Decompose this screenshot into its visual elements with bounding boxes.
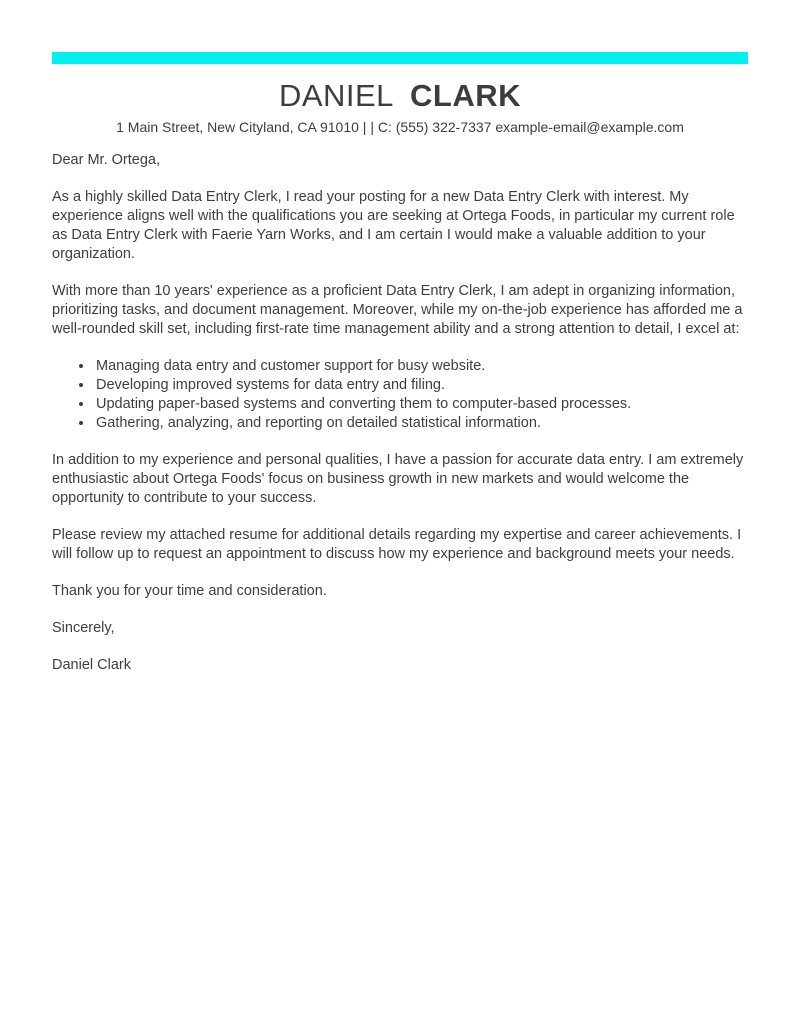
list-item: • Developing improved systems for data entry and filing.	[94, 376, 748, 395]
paragraph-passion: In addition to my experience and personal qualities, I have a passion for accurate data entry. I am extremely enthusiastic about Ortega Foods' focus on business growth in new markets and would welcome the opportunity to contribute to your success.	[52, 452, 744, 506]
accent-bar	[52, 52, 748, 64]
paragraph-intro: As a highly skilled Data Entry Clerk, I read your posting for a new Data Entry Clerk with interest. My experience aligns well with the qualifications you are seeking at Ortega Foods, in particular my current role as Data Entry Clerk with Faerie Yarn Works, and I am certain I would make a valuable addition to your organization.	[52, 189, 735, 262]
list-item: • Updating paper-based systems and converting them to computer-based processes.	[94, 395, 748, 414]
letter-header	[52, 77, 748, 136]
thank-you-line: Thank you for your time and consideration.	[52, 583, 327, 599]
list-item: • Gathering, analyzing, and reporting on detailed statistical information.	[94, 414, 748, 433]
paragraph-resume: Please review my attached resume for additional details regarding my expertise and career achievements. I will follow up to request an appointment to discuss how my experience and background meets your needs.	[52, 527, 742, 562]
letter-body	[52, 151, 748, 675]
signature-name: Daniel Clark	[52, 657, 131, 673]
first-name: DANIEL	[278, 78, 394, 113]
paragraph-experience: With more than 10 years' experience as a proficient Data Entry Clerk, I am adept in organizing information, prioritizing tasks, and document management. Moreover, while my on-the-job experience has afforded me a well-rounded skill set, including first-rate time management ability and a strong attention to detail, I excel at:	[52, 283, 743, 337]
salutation: Dear Mr. Ortega,	[52, 152, 160, 168]
skills-list	[52, 357, 748, 433]
signoff: Sincerely,	[52, 620, 115, 636]
page-title	[52, 77, 748, 114]
list-item: • Managing data entry and customer support for busy website.	[94, 357, 748, 376]
last-name: CLARK	[410, 78, 522, 113]
contact-line: 1 Main Street, New Cityland, CA 91010 | | C: (555) 322-7337 example-email@example.com	[116, 119, 684, 135]
